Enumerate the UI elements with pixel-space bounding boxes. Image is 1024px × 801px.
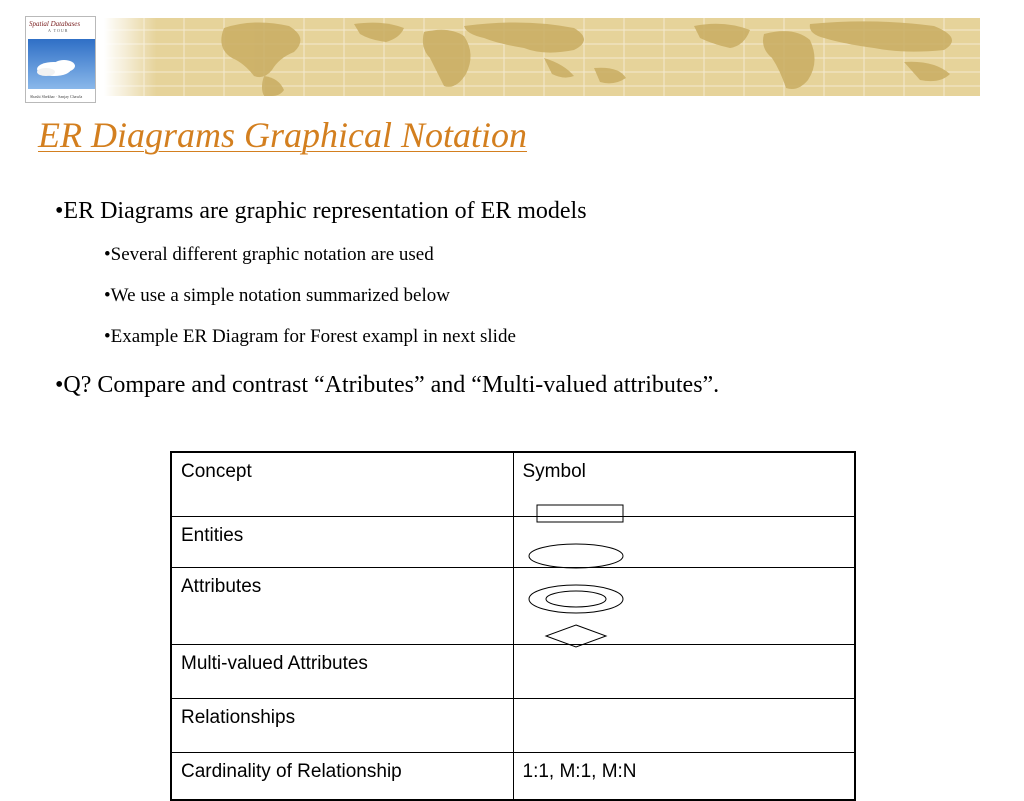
- bullet-example-diagram: •Example ER Diagram for Forest exampl in next slide: [104, 326, 516, 347]
- book-cover-image: [25, 16, 96, 103]
- book-title: Spatial Databases: [29, 20, 81, 28]
- table-header-row: [171, 452, 855, 516]
- table-row: [171, 516, 855, 567]
- bullet-several-notations: •Several different graphic notation are used: [104, 244, 434, 265]
- concept-attributes: Attributes: [171, 567, 513, 644]
- table-row: [171, 698, 855, 752]
- concept-multivalued: Multi-valued Attributes: [171, 644, 513, 698]
- symbol-relationships: [513, 698, 855, 752]
- table-row: [171, 567, 855, 644]
- bullet-simple-notation: •We use a simple notation summarized below: [104, 285, 450, 306]
- symbol-cardinality: 1:1, M:1, M:N: [513, 752, 855, 800]
- book-authors: Shashi Shekhar · Sanjay Chawla: [30, 94, 83, 99]
- concept-entities: Entities: [171, 516, 513, 567]
- symbol-attributes: [513, 567, 855, 644]
- cover-sky-icon: [28, 39, 95, 89]
- slide-title: ER Diagrams Graphical Notation: [38, 115, 528, 155]
- header-symbol: Symbol: [513, 452, 855, 516]
- concept-relationships: Relationships: [171, 698, 513, 752]
- book-subtitle: A TOUR: [48, 28, 69, 33]
- table-row: [171, 752, 855, 800]
- header-concept: Concept: [171, 452, 513, 516]
- symbol-entities: [513, 516, 855, 567]
- table-row: [171, 644, 855, 698]
- world-map-banner: [104, 18, 980, 96]
- concept-cardinality: Cardinality of Relationship: [171, 752, 513, 800]
- bullet-er-diagrams: •ER Diagrams are graphic representation of ER models: [55, 198, 587, 224]
- symbol-multivalued: [513, 644, 855, 698]
- notation-table: [170, 451, 856, 801]
- bullet-question: •Q? Compare and contrast “Atributes” and “Multi-valued attributes”.: [55, 372, 720, 398]
